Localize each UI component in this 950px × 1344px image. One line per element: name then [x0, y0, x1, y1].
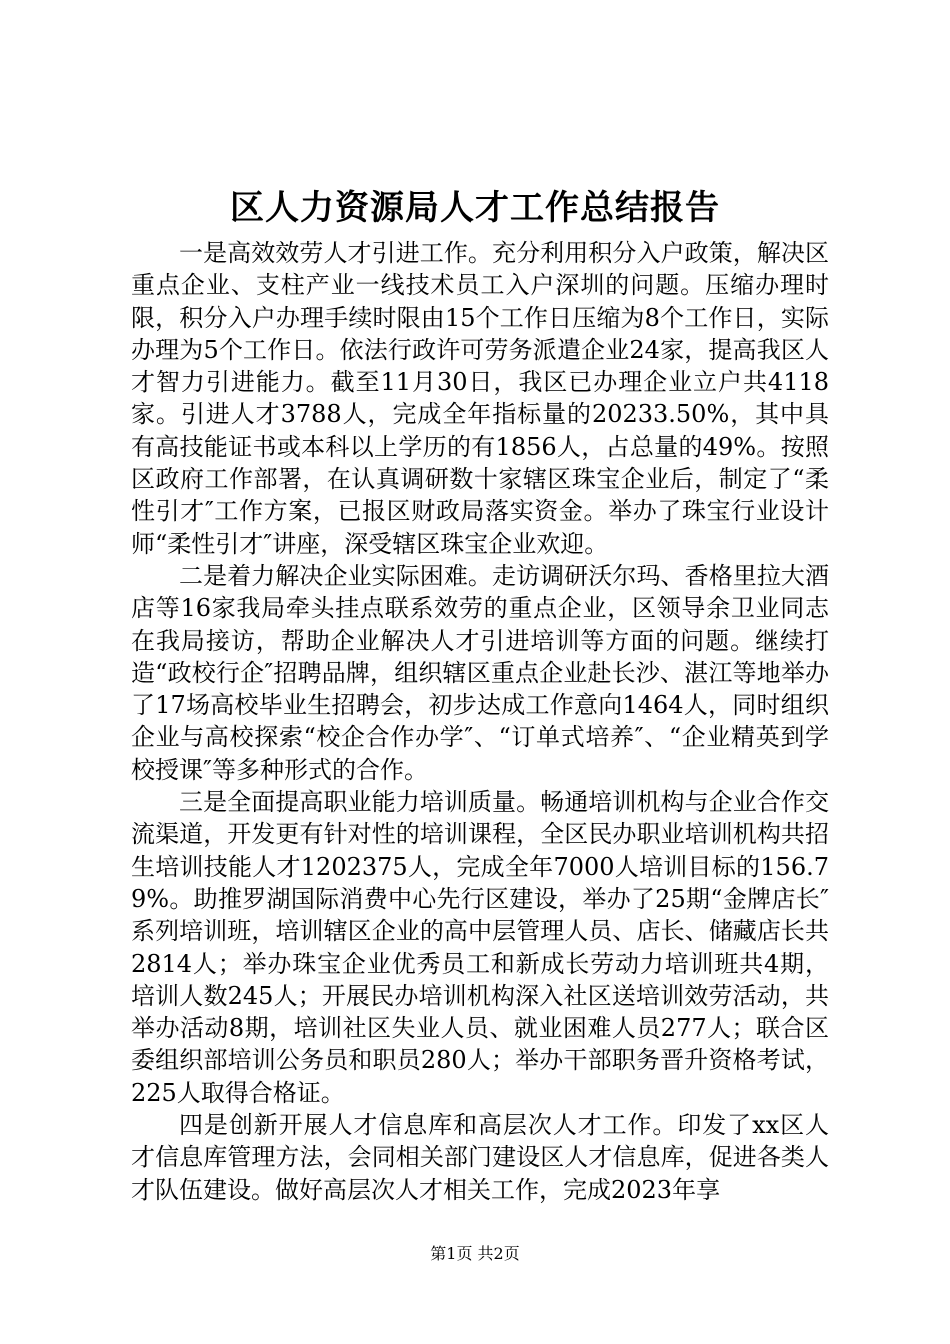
paragraph-enterprise-difficulties: 二是着力解决企业实际困难。走访调研沃尔玛、香格里拉大酒店等16家我局牵头挂点联系效劳的重点企业，区领导余卫业同志在我局接访，帮助企业解决人才引进培训等方面的问题。继续打造“政校行企″招聘品牌，组织辖区重点企业赴长沙、湛江等地举办了17场高校毕业生招聘会，初步达成工作意向1464人，同时组织企业与高校探索“校企合作办学″、“订单式培养″、“企业精英到学校授课″等多种形式的合作。	[131, 561, 829, 784]
page-footer: 第1页 共2页	[430, 1244, 520, 1263]
document-title: 区人力资源局人才工作总结报告	[230, 188, 720, 228]
paragraph-talent-introduction: 一是高效效劳人才引进工作。充分利用积分入户政策，解决区重点企业、支柱产业一线技术员工入户深圳的问题。压缩办理时限，积分入户办理手续时限由15个工作日压缩为8个工作日，实际办理为5个工作日。依法行政许可劳务派遣企业24家，提高我区人才智力引进能力。截至11月30日，我区已办理企业立户共4118家。引进人才3788人，完成全年指标量的20233.50%，其中具有高技能证书或本科以上学历的有1856人，占总量的49%。按照区政府工作部署，在认真调研数十家辖区珠宝企业后，制定了“柔性引才″工作方案，已报区财政局落实资金。举办了珠宝行业设计师“柔性引才″讲座，深受辖区珠宝企业欢迎。	[131, 239, 829, 558]
paragraph-vocational-training: 三是全面提高职业能力培训质量。畅通培训机构与企业合作交流渠道，开发更有针对性的培训课程，全区民办职业培训机构共招生培训技能人才1202375人，完成全年7000人培训目标的156.79%。助推罗湖国际消费中心先行区建设，举办了25期“金牌店长″系列培训班，培训辖区企业的高中层管理人员、店长、储藏店长共2814人；举办珠宝企业优秀员工和新成长劳动力培训班共4期，培训人数245人；开展民办培训机构深入社区送培训效劳活动，共举办活动8期，培训社区失业人员、就业困难人员277人；联合区委组织部培训公务员和职员280人；举办干部职务晋升资格考试，225人取得合格证。	[131, 788, 829, 1107]
document-body	[131, 237, 829, 1206]
paragraph-talent-database: 四是创新开展人才信息库和高层次人才工作。印发了xx区人才信息库管理方法，会同相关部门建设区人才信息库，促进各类人才队伍建设。做好高层次人才相关工作，完成2023年享	[131, 1111, 829, 1204]
